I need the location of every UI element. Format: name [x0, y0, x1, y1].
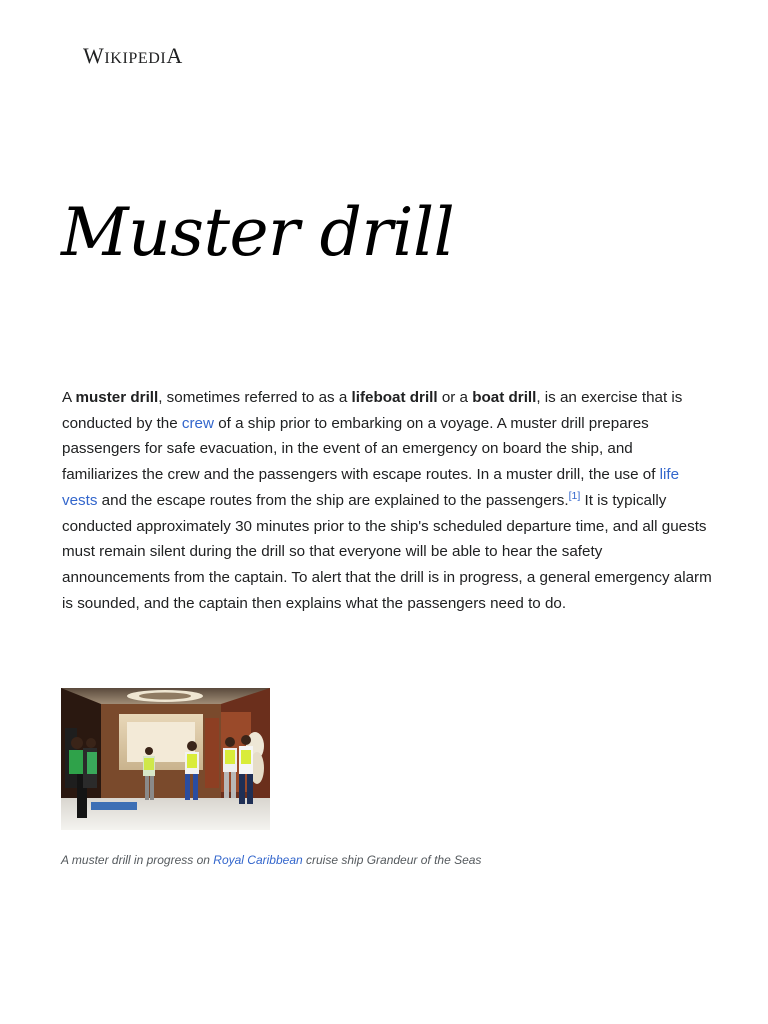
link-royal-caribbean[interactable]: Royal Caribbean [213, 853, 303, 867]
wikipedia-wordmark[interactable] [83, 44, 183, 71]
lead-paragraph [62, 385, 712, 616]
paragraph-text: A [62, 389, 76, 406]
caption-text-before: A muster drill in progress on [61, 853, 214, 867]
bold-term: boat drill [472, 389, 537, 406]
paragraph-text: of a ship prior to embarking on a voyage. A muster drill prepares passengers for safe evacuation, in the event of an emergency on board the ship, and familiarizes the crew and the passengers with escape routes. In a muster drill, the use of [62, 414, 660, 484]
figure-caption [61, 851, 481, 869]
link-life-vests[interactable]: life vests [62, 466, 680, 509]
citation-superscript [569, 490, 581, 502]
wordmark-middle: IKIPEDI [104, 50, 167, 67]
paragraph-text: , is an exercise that is conducted by the [62, 389, 683, 432]
photo-illustration [61, 688, 270, 830]
link-crew[interactable]: crew [181, 414, 214, 432]
paragraph-text: , sometimes referred to as a [158, 389, 352, 406]
paragraph-text: and the escape routes from the ship are explained to the passengers. [97, 491, 569, 509]
muster-drill-photo[interactable] [61, 688, 270, 830]
bold-term: lifeboat drill [351, 389, 438, 406]
page-title: Muster drill [61, 194, 455, 271]
citation-1[interactable]: [1] [568, 489, 581, 502]
bold-term: muster drill [75, 389, 159, 406]
caption-text-after: cruise ship Grandeur of the Seas [302, 853, 482, 867]
wordmark-first-letter: W [83, 43, 105, 68]
paragraph-text: It is typically conducted approximately 30 minutes prior to the ship's scheduled departure time, and all guests must remain silent during the drill so that everyone will be able to hear the safety announcements from the captain. To alert that the drill is in progress, a general emergency alarm is sounded, and the captain then explains what the passengers need to do. [62, 491, 712, 612]
wordmark-last-letter: A [166, 43, 183, 68]
paragraph-text: or a [437, 389, 473, 406]
